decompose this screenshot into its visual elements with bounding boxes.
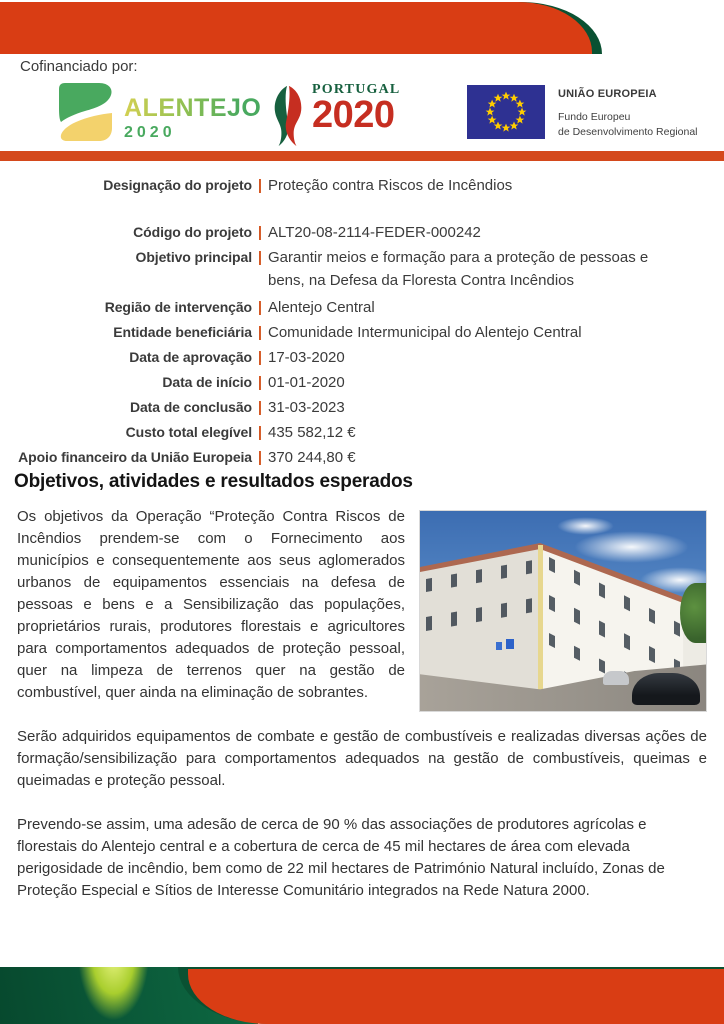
detail-label: Objetivo principal [135, 249, 252, 265]
detail-label: Região de intervenção [104, 299, 252, 315]
logos-row [0, 80, 724, 150]
section-title: Objetivos, atividades e resultados esperados [14, 471, 413, 492]
detail-separator: | [257, 399, 263, 416]
detail-row [0, 296, 712, 319]
detail-row [0, 346, 712, 369]
orange-divider [0, 151, 724, 161]
alentejo-icon [58, 82, 114, 142]
portugal-logo-text [312, 80, 400, 150]
detail-value: Comunidade Intermunicipal do Alentejo Central [268, 324, 582, 341]
portugal-2020-logo [272, 80, 400, 150]
red-band-bottom [188, 969, 724, 1024]
detail-label: Data de início [162, 374, 252, 390]
detail-separator: | [257, 177, 263, 194]
alentejo-2020-logo [58, 82, 261, 142]
detail-label: Custo total elegível [125, 424, 252, 440]
paragraph-objectives: Os objetivos da Operação “Proteção Contra Riscos de Incêndios prendem-se com o Fornecimento aos municípios e consequentemente aos seus aglomerados urbanos de equipamentos essenciais na defesa de pessoas e bens e a Sensibilização das populações, proprietários rurais, produtores florestais e agricultores para comportamentos adequados de proteção pessoal, quer na limpeza de terrenos quer na gestão de combustível, quer ainda na eliminação de sobrantes. [17, 508, 405, 701]
detail-row [0, 221, 712, 244]
detail-separator: | [257, 349, 263, 366]
building-photo [419, 510, 707, 712]
eu-flag-icon [467, 85, 545, 139]
alentejo-logo-text [124, 96, 261, 142]
section-content [17, 506, 707, 924]
detail-row [0, 421, 712, 444]
photo-street-sign [496, 642, 502, 650]
detail-separator: | [257, 224, 263, 241]
detail-value: 31-03-2023 [268, 399, 345, 416]
eu-logo-title: UNIÃO EUROPEIA [558, 88, 657, 100]
detail-separator: | [257, 449, 263, 466]
photo-car [632, 673, 701, 705]
detail-value: Proteção contra Riscos de Incêndios [268, 177, 513, 194]
detail-separator: | [257, 324, 263, 341]
detail-label: Designação do projeto [103, 177, 252, 193]
detail-value: ALT20-08-2114-FEDER-000242 [268, 224, 481, 241]
detail-value: 17-03-2020 [268, 349, 345, 366]
eu-fund-line2: de Desenvolvimento Regional [558, 126, 698, 139]
detail-row [0, 246, 712, 292]
paragraph-forecast: Prevendo-se assim, uma adesão de cerca de 90 % das associações de produtores agrícolas e florestais do Alentejo central e a cobertura de cerca de 45 mil hectares de área com elevada perigosidade de incêndio, bem como de 22 mil hectares de Património Natural incluído, Zonas de Proteção Especial e Sítios de Interesse Comunitário integrados na Rede Natura 2000. [17, 816, 665, 899]
detail-separator: | [257, 249, 263, 266]
portugal-logo-name: PORTUGAL [312, 82, 401, 97]
detail-row [0, 321, 712, 344]
detail-value: 435 582,12 € [268, 424, 356, 441]
detail-separator: | [257, 299, 263, 316]
detail-label: Data de aprovação [129, 349, 252, 365]
eu-logo-text [558, 85, 698, 140]
eu-logo-subtitle [558, 110, 698, 140]
photo-cloud [574, 531, 688, 563]
photo-car-small [603, 671, 629, 685]
detail-label: Entidade beneficiária [113, 324, 252, 340]
detail-row [0, 371, 712, 394]
detail-label: Apoio financeiro da União Europeia [18, 449, 252, 465]
bottom-decoration [0, 967, 724, 1024]
photo-cloud [557, 517, 614, 535]
red-band-top [0, 2, 592, 54]
alentejo-logo-year: 2020 [124, 124, 176, 141]
eu-logo [467, 85, 698, 140]
cofinanced-label: Cofinanciado por: [20, 58, 138, 75]
detail-label: Data de conclusão [129, 399, 252, 415]
eu-fund-line1: Fundo Europeu [558, 111, 631, 123]
detail-value: Garantir meios e formação para a proteção de pessoas e bens, na Defesa da Floresta Contra Incêndios [268, 249, 649, 289]
detail-value: 01-01-2020 [268, 374, 345, 391]
project-details [0, 174, 712, 471]
portugal-2020-icon [272, 82, 304, 150]
photo-tree [680, 583, 707, 643]
alentejo-logo-name: ALENTEJO [124, 94, 262, 122]
portugal-logo-year: 2020 [312, 94, 395, 136]
detail-separator: | [257, 424, 263, 441]
detail-row [0, 396, 712, 419]
top-decoration [0, 0, 724, 54]
photo-street-sign [506, 639, 514, 649]
detail-separator: | [257, 374, 263, 391]
detail-value: 370 244,80 € [268, 449, 356, 466]
detail-row [0, 446, 712, 469]
photo-corner-pilaster [538, 545, 543, 697]
detail-value: Alentejo Central [268, 299, 375, 316]
detail-label: Código do projeto [133, 224, 252, 240]
detail-row [0, 174, 712, 197]
paragraph-equipment: Serão adquiridos equipamentos de combate e gestão de combustíveis e realizadas diversas ações de formação/sensibilização para comportamentos adequados na gestão de combustíveis, queimas e queimadas e proteção pessoal. [17, 728, 707, 789]
